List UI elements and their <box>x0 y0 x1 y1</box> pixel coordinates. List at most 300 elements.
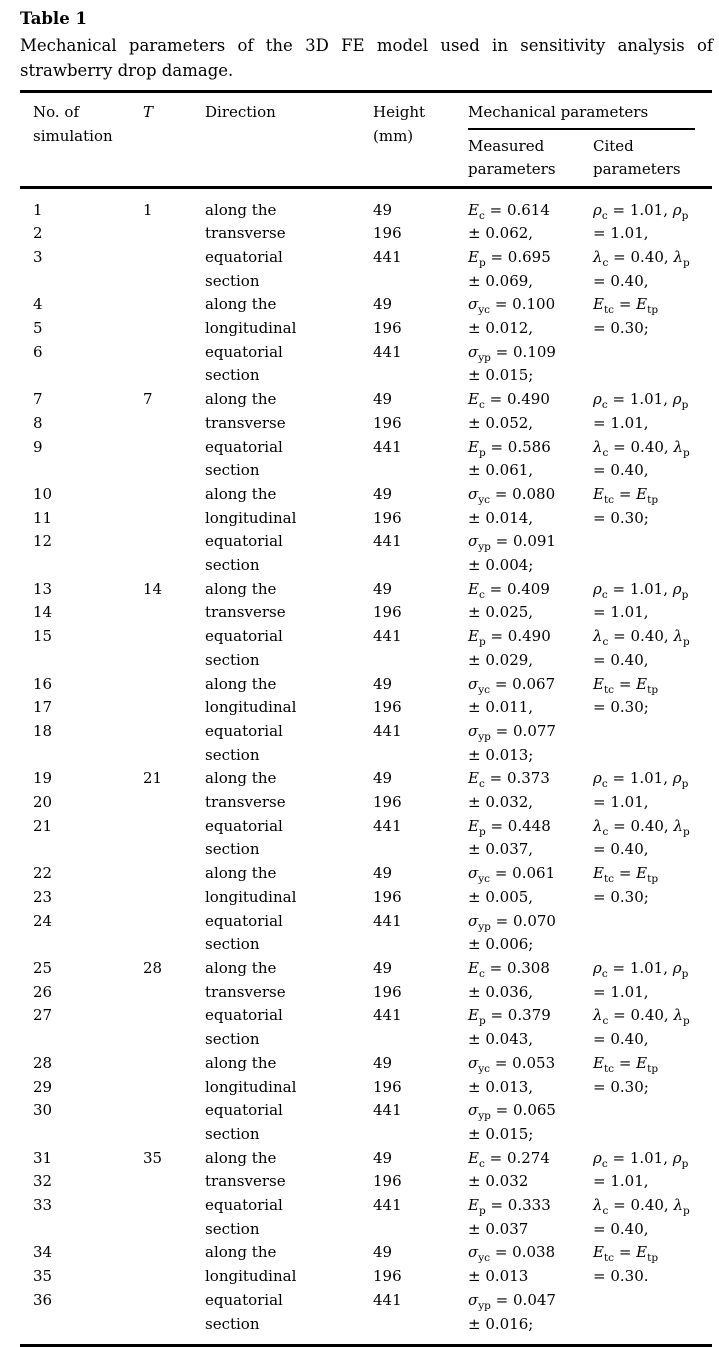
table-row <box>20 1052 712 1076</box>
cell-height: 49 <box>373 295 393 314</box>
cell-measured: $\sigma_{yc} = 0.100$ <box>468 295 556 317</box>
cell-direction: equatorial <box>205 1101 283 1120</box>
table-row <box>20 1028 712 1052</box>
cell-height <box>360 744 455 768</box>
cell-height: 441 <box>373 532 402 551</box>
parameters-table <box>20 90 712 1347</box>
cell-measured: ± 0.012, <box>468 319 534 338</box>
table-row <box>20 1004 712 1028</box>
cell-height: 196 <box>373 224 402 243</box>
cell-t <box>130 1004 192 1028</box>
header-mechanical-parameters <box>455 92 712 130</box>
cell-direction: equatorial <box>205 1290 283 1309</box>
header-t: T <box>143 103 154 121</box>
cell-height <box>360 1313 455 1346</box>
cell-simulation-no: 7 <box>33 390 43 409</box>
table-row <box>20 957 712 981</box>
cell-direction: transverse <box>205 982 286 1001</box>
table-row <box>20 578 712 602</box>
cell-direction: along the <box>205 769 277 788</box>
cell-direction: transverse <box>205 793 286 812</box>
cell-simulation-no: 24 <box>33 911 53 930</box>
cell-t <box>130 1028 192 1052</box>
table-row <box>20 838 712 862</box>
cell-cited <box>580 910 712 934</box>
cell-direction: transverse <box>205 1172 286 1191</box>
header-direction: Direction <box>205 103 276 121</box>
cell-measured: ± 0.061, <box>468 461 534 480</box>
cell-direction: equatorial <box>205 911 283 930</box>
cell-height: 441 <box>373 721 402 740</box>
cell-cited <box>580 744 712 768</box>
cell-direction: section <box>205 1314 260 1333</box>
cell-cited: = 0.40, <box>593 1030 649 1049</box>
cell-cited: $\lambda_c = 0.40$, $\lambda_p$ <box>593 437 690 459</box>
cell-cited: = 1.01, <box>593 224 649 243</box>
cell-cited: $\rho_c = 1.01$, $\rho_p$ <box>593 1148 689 1170</box>
cell-measured: $\sigma_{yp} = 0.070$ <box>468 911 556 933</box>
table-row <box>20 625 712 649</box>
cell-direction: along the <box>205 1243 277 1262</box>
cell-measured: ± 0.062, <box>468 224 534 243</box>
cell-height <box>360 554 455 578</box>
table-row <box>20 1289 712 1313</box>
cell-simulation-no: 26 <box>33 982 53 1001</box>
cell-direction: equatorial <box>205 342 283 361</box>
header-cited-line-2: parameters <box>593 160 681 178</box>
table-row <box>20 1313 712 1346</box>
cell-simulation-no <box>20 838 130 862</box>
cell-simulation-no: 6 <box>33 342 43 361</box>
header-cited-parameters <box>580 130 712 188</box>
cell-cited: = 0.30; <box>593 887 649 906</box>
cell-cited: $E_{tc} = E_{tp}$ <box>593 674 659 696</box>
cell-t <box>130 886 192 910</box>
cell-simulation-no: 18 <box>33 721 53 740</box>
table-row <box>20 696 712 720</box>
cell-cited: = 0.40, <box>593 1219 649 1238</box>
cell-cited <box>580 1313 712 1346</box>
cell-direction: equatorial <box>205 532 283 551</box>
cell-measured: $E_c = 0.308$ <box>468 959 550 980</box>
cell-t <box>130 1123 192 1147</box>
cell-direction: equatorial <box>205 437 283 456</box>
cell-measured: ± 0.013 <box>468 1267 529 1286</box>
header-measured-line-1: Measured <box>468 136 545 155</box>
cell-simulation-no: 10 <box>33 484 53 503</box>
table-row <box>20 483 712 507</box>
cell-simulation-no: 21 <box>33 816 53 835</box>
table-row <box>20 649 712 673</box>
table-row <box>20 554 712 578</box>
cell-cited <box>580 341 712 365</box>
cell-simulation-no: 33 <box>33 1196 53 1215</box>
cell-measured: $\sigma_{yp} = 0.065$ <box>468 1101 556 1123</box>
cell-simulation-no <box>20 364 130 388</box>
cell-height: 196 <box>373 1172 402 1191</box>
cell-measured: ± 0.016; <box>468 1314 534 1333</box>
cell-height: 196 <box>373 508 402 527</box>
table-row <box>20 388 712 412</box>
cell-measured: $\sigma_{yp} = 0.091$ <box>468 532 556 554</box>
cell-measured: ± 0.029, <box>468 650 534 669</box>
cell-height: 441 <box>373 627 402 646</box>
cell-t <box>130 1194 192 1218</box>
cell-simulation-no: 31 <box>33 1148 53 1167</box>
cell-cited <box>580 1123 712 1147</box>
cell-cited: $E_{tc} = E_{tp}$ <box>593 295 659 317</box>
table-row <box>20 1147 712 1171</box>
cell-cited: $\lambda_c = 0.40$, $\lambda_p$ <box>593 247 690 269</box>
cell-height: 196 <box>373 887 402 906</box>
cell-t <box>130 246 192 270</box>
cell-height <box>360 1028 455 1052</box>
cell-measured: ± 0.015; <box>468 366 534 385</box>
cell-measured: ± 0.043, <box>468 1030 534 1049</box>
cell-cited: $E_{tc} = E_{tp}$ <box>593 484 659 506</box>
cell-height: 49 <box>373 484 393 503</box>
cell-height: 441 <box>373 1290 402 1309</box>
cell-height: 49 <box>373 200 393 219</box>
cell-height <box>360 270 455 294</box>
cell-measured: ± 0.052, <box>468 413 534 432</box>
table-row <box>20 1218 712 1242</box>
header-measured-line-2: parameters <box>468 160 556 178</box>
cell-direction: longitudinal <box>205 1077 297 1096</box>
cell-t <box>130 720 192 744</box>
cell-measured: ± 0.032, <box>468 793 534 812</box>
cell-height <box>360 1218 455 1242</box>
cell-height: 196 <box>373 1267 402 1286</box>
cell-t <box>130 1265 192 1289</box>
cell-simulation-no: 12 <box>33 532 53 551</box>
cell-simulation-no: 20 <box>33 793 53 812</box>
cell-direction: longitudinal <box>205 698 297 717</box>
table-row <box>20 1265 712 1289</box>
cell-direction: section <box>205 1219 260 1238</box>
cell-t <box>130 1313 192 1346</box>
cell-direction: section <box>205 366 260 385</box>
table-row <box>20 767 712 791</box>
table-title: Table 1 <box>20 9 87 28</box>
cell-measured: ± 0.032 <box>468 1172 529 1191</box>
cell-t <box>130 507 192 531</box>
cell-direction: section <box>205 461 260 480</box>
cell-height: 49 <box>373 1243 393 1262</box>
cell-simulation-no: 3 <box>33 247 43 266</box>
cell-simulation-no <box>20 270 130 294</box>
cell-measured: $E_p = 0.379$ <box>468 1006 551 1028</box>
cell-height: 441 <box>373 911 402 930</box>
table-row <box>20 222 712 246</box>
cell-cited: = 0.30; <box>593 1077 649 1096</box>
cell-measured: $E_p = 0.586$ <box>468 437 551 459</box>
cell-measured: $\sigma_{yc} = 0.080$ <box>468 484 556 506</box>
cell-t: 14 <box>143 579 163 598</box>
cell-direction: equatorial <box>205 1006 283 1025</box>
cell-simulation-no: 8 <box>33 413 43 432</box>
cell-simulation-no <box>20 744 130 768</box>
cell-t <box>130 815 192 839</box>
cell-direction: along the <box>205 295 277 314</box>
cell-simulation-no: 13 <box>33 579 53 598</box>
cell-height: 49 <box>373 674 393 693</box>
cell-simulation-no: 19 <box>33 769 53 788</box>
table-body <box>20 187 712 1346</box>
cell-direction: equatorial <box>205 721 283 740</box>
table-row <box>20 187 712 222</box>
cell-cited: = 1.01, <box>593 413 649 432</box>
cell-t <box>130 341 192 365</box>
table-row <box>20 673 712 697</box>
cell-t <box>130 483 192 507</box>
cell-simulation-no: 15 <box>33 627 53 646</box>
cell-cited: = 1.01, <box>593 793 649 812</box>
cell-cited: $E_{tc} = E_{tp}$ <box>593 1053 659 1075</box>
table-header <box>20 92 712 188</box>
cell-simulation-no <box>20 1218 130 1242</box>
cell-cited: = 0.40, <box>593 271 649 290</box>
cell-direction: section <box>205 1030 260 1049</box>
table-caption <box>20 33 713 83</box>
header-no-of-simulation <box>20 92 130 188</box>
cell-simulation-no: 5 <box>33 319 43 338</box>
cell-height: 196 <box>373 982 402 1001</box>
cell-measured: ± 0.005, <box>468 887 534 906</box>
cell-simulation-no: 25 <box>33 959 53 977</box>
cell-t <box>130 412 192 436</box>
cell-direction: equatorial <box>205 247 283 266</box>
caption-line-2: strawberry drop damage. <box>20 61 234 80</box>
cell-simulation-no: 16 <box>33 674 53 693</box>
table-row <box>20 507 712 531</box>
cell-t <box>130 1289 192 1313</box>
cell-measured: $E_p = 0.448$ <box>468 816 551 838</box>
table-row <box>20 459 712 483</box>
cell-measured: ± 0.006; <box>468 935 534 954</box>
table-row <box>20 270 712 294</box>
cell-t <box>130 1099 192 1123</box>
cell-cited <box>580 1289 712 1313</box>
cell-cited <box>580 1099 712 1123</box>
table-row <box>20 720 712 744</box>
cell-direction: section <box>205 271 260 290</box>
cell-measured: $E_c = 0.274$ <box>468 1148 550 1170</box>
cell-measured: ± 0.025, <box>468 603 534 622</box>
cell-simulation-no: 2 <box>33 224 43 243</box>
cell-simulation-no: 17 <box>33 698 53 717</box>
cell-simulation-no <box>20 1313 130 1346</box>
cell-t <box>130 838 192 862</box>
cell-cited: $\rho_c = 1.01$, $\rho_p$ <box>593 579 689 601</box>
cell-cited: = 1.01, <box>593 1172 649 1191</box>
cell-cited: = 0.30; <box>593 698 649 717</box>
cell-height <box>360 364 455 388</box>
cell-measured: $E_c = 0.373$ <box>468 769 550 791</box>
cell-height: 196 <box>373 1077 402 1096</box>
cell-direction: longitudinal <box>205 1267 297 1286</box>
cell-height: 441 <box>373 816 402 835</box>
cell-cited: $\lambda_c = 0.40$, $\lambda_p$ <box>593 1006 690 1028</box>
cell-direction: transverse <box>205 413 286 432</box>
table-row <box>20 1241 712 1265</box>
header-height-line-2: (mm) <box>373 126 414 145</box>
cell-cited: = 0.40, <box>593 840 649 859</box>
cell-t <box>130 649 192 673</box>
cell-simulation-no: 28 <box>33 1053 53 1072</box>
cell-direction: transverse <box>205 603 286 622</box>
cell-direction: along the <box>205 200 277 219</box>
cell-t <box>130 601 192 625</box>
cell-t <box>130 459 192 483</box>
cell-cited: $E_{tc} = E_{tp}$ <box>593 864 659 886</box>
cell-cited: $E_{tc} = E_{tp}$ <box>593 1243 659 1265</box>
cell-measured: ± 0.015; <box>468 1124 534 1143</box>
cell-measured: $\sigma_{yc} = 0.053$ <box>468 1053 556 1075</box>
cell-direction: along the <box>205 390 277 409</box>
cell-simulation-no: 30 <box>33 1101 53 1120</box>
cell-height: 441 <box>373 1196 402 1215</box>
cell-simulation-no: 32 <box>33 1172 53 1191</box>
table-row <box>20 933 712 957</box>
cell-simulation-no: 9 <box>33 437 43 456</box>
cell-height <box>360 933 455 957</box>
cell-t <box>130 317 192 341</box>
cell-simulation-no <box>20 649 130 673</box>
cell-measured: $\sigma_{yp} = 0.077$ <box>468 721 556 743</box>
cell-direction: section <box>205 1124 260 1143</box>
cell-measured: ± 0.037 <box>468 1219 529 1238</box>
cell-t <box>130 673 192 697</box>
cell-simulation-no: 4 <box>33 295 43 314</box>
table-row <box>20 886 712 910</box>
cell-direction: section <box>205 745 260 764</box>
table-row <box>20 1123 712 1147</box>
cell-cited: $\rho_c = 1.01$, $\rho_p$ <box>593 390 689 412</box>
cell-cited <box>580 530 712 554</box>
cell-simulation-no <box>20 459 130 483</box>
cell-height: 196 <box>373 413 402 432</box>
cell-t: 7 <box>143 390 153 409</box>
cell-simulation-no: 14 <box>33 603 53 622</box>
cell-t <box>130 910 192 934</box>
cell-simulation-no: 27 <box>33 1006 53 1025</box>
cell-direction: longitudinal <box>205 508 297 527</box>
cell-height: 441 <box>373 1006 402 1025</box>
table-row <box>20 1076 712 1100</box>
cell-cited: $\lambda_c = 0.40$, $\lambda_p$ <box>593 1196 690 1218</box>
cell-t <box>130 696 192 720</box>
table-row <box>20 436 712 460</box>
cell-t <box>130 1170 192 1194</box>
cell-direction: along the <box>205 1148 277 1167</box>
cell-direction: transverse <box>205 224 286 243</box>
cell-cited: = 0.40, <box>593 461 649 480</box>
table-row <box>20 744 712 768</box>
cell-cited <box>580 554 712 578</box>
cell-cited: $\lambda_c = 0.40$, $\lambda_p$ <box>593 816 690 838</box>
cell-t <box>130 1076 192 1100</box>
table-row <box>20 341 712 365</box>
cell-height: 196 <box>373 698 402 717</box>
table-row <box>20 293 712 317</box>
cell-direction: section <box>205 840 260 859</box>
table-row <box>20 412 712 436</box>
header-mechanical-parameters-label: Mechanical parameters <box>468 103 649 121</box>
cell-simulation-no: 22 <box>33 864 53 883</box>
table-row <box>20 601 712 625</box>
cell-cited: $\rho_c = 1.01$, $\rho_p$ <box>593 959 689 980</box>
cell-t <box>130 436 192 460</box>
cell-t <box>130 1241 192 1265</box>
cell-measured: $\sigma_{yc} = 0.061$ <box>468 864 556 886</box>
cell-direction: along the <box>205 959 277 977</box>
header-height-line-1: Height <box>373 103 426 121</box>
table-row <box>20 862 712 886</box>
cell-t <box>130 862 192 886</box>
cell-measured: $E_c = 0.490$ <box>468 390 550 412</box>
cell-t <box>130 554 192 578</box>
cell-simulation-no: 1 <box>33 200 43 219</box>
cell-t <box>130 791 192 815</box>
cell-measured: $\sigma_{yc} = 0.067$ <box>468 674 556 696</box>
cell-simulation-no <box>20 1123 130 1147</box>
table-row <box>20 1170 712 1194</box>
header-cited-line-1: Cited <box>593 136 634 155</box>
cell-height: 49 <box>373 579 393 598</box>
cell-measured: ± 0.011, <box>468 698 534 717</box>
cell-cited: = 0.30; <box>593 508 649 527</box>
cell-measured: ± 0.036, <box>468 982 534 1001</box>
cell-measured: ± 0.013, <box>468 1077 534 1096</box>
cell-measured: ± 0.013; <box>468 745 534 764</box>
cell-direction: section <box>205 935 260 954</box>
cell-measured: ± 0.037, <box>468 840 534 859</box>
table-row <box>20 1099 712 1123</box>
cell-height: 441 <box>373 1101 402 1120</box>
cell-simulation-no: 11 <box>33 508 53 527</box>
cell-t: 21 <box>143 769 163 788</box>
cell-measured: ± 0.069, <box>468 271 534 290</box>
cell-measured: $\sigma_{yp} = 0.109$ <box>468 342 556 364</box>
cell-height <box>360 649 455 673</box>
cell-cited: = 0.30. <box>593 1267 649 1286</box>
cell-measured: $E_p = 0.333$ <box>468 1196 551 1218</box>
cell-t <box>130 933 192 957</box>
cell-t: 28 <box>143 959 163 977</box>
cell-t <box>130 222 192 246</box>
cell-t <box>130 364 192 388</box>
header-row-1 <box>20 92 712 130</box>
table-row <box>20 815 712 839</box>
table-row <box>20 246 712 270</box>
table-row <box>20 364 712 388</box>
cell-cited: = 0.30; <box>593 319 649 338</box>
cell-measured: $E_c = 0.614$ <box>468 200 550 222</box>
cell-height: 441 <box>373 342 402 361</box>
cell-height <box>360 1123 455 1147</box>
cell-cited: $\lambda_c = 0.40$, $\lambda_p$ <box>593 627 690 649</box>
cell-direction: longitudinal <box>205 887 297 906</box>
cell-cited: $\rho_c = 1.01$, $\rho_p$ <box>593 200 689 222</box>
cell-height: 196 <box>373 793 402 812</box>
table-row <box>20 530 712 554</box>
cell-simulation-no: 34 <box>33 1243 53 1262</box>
table-row <box>20 981 712 1005</box>
cell-simulation-no <box>20 554 130 578</box>
cell-t <box>130 625 192 649</box>
cell-t: 1 <box>143 200 153 219</box>
